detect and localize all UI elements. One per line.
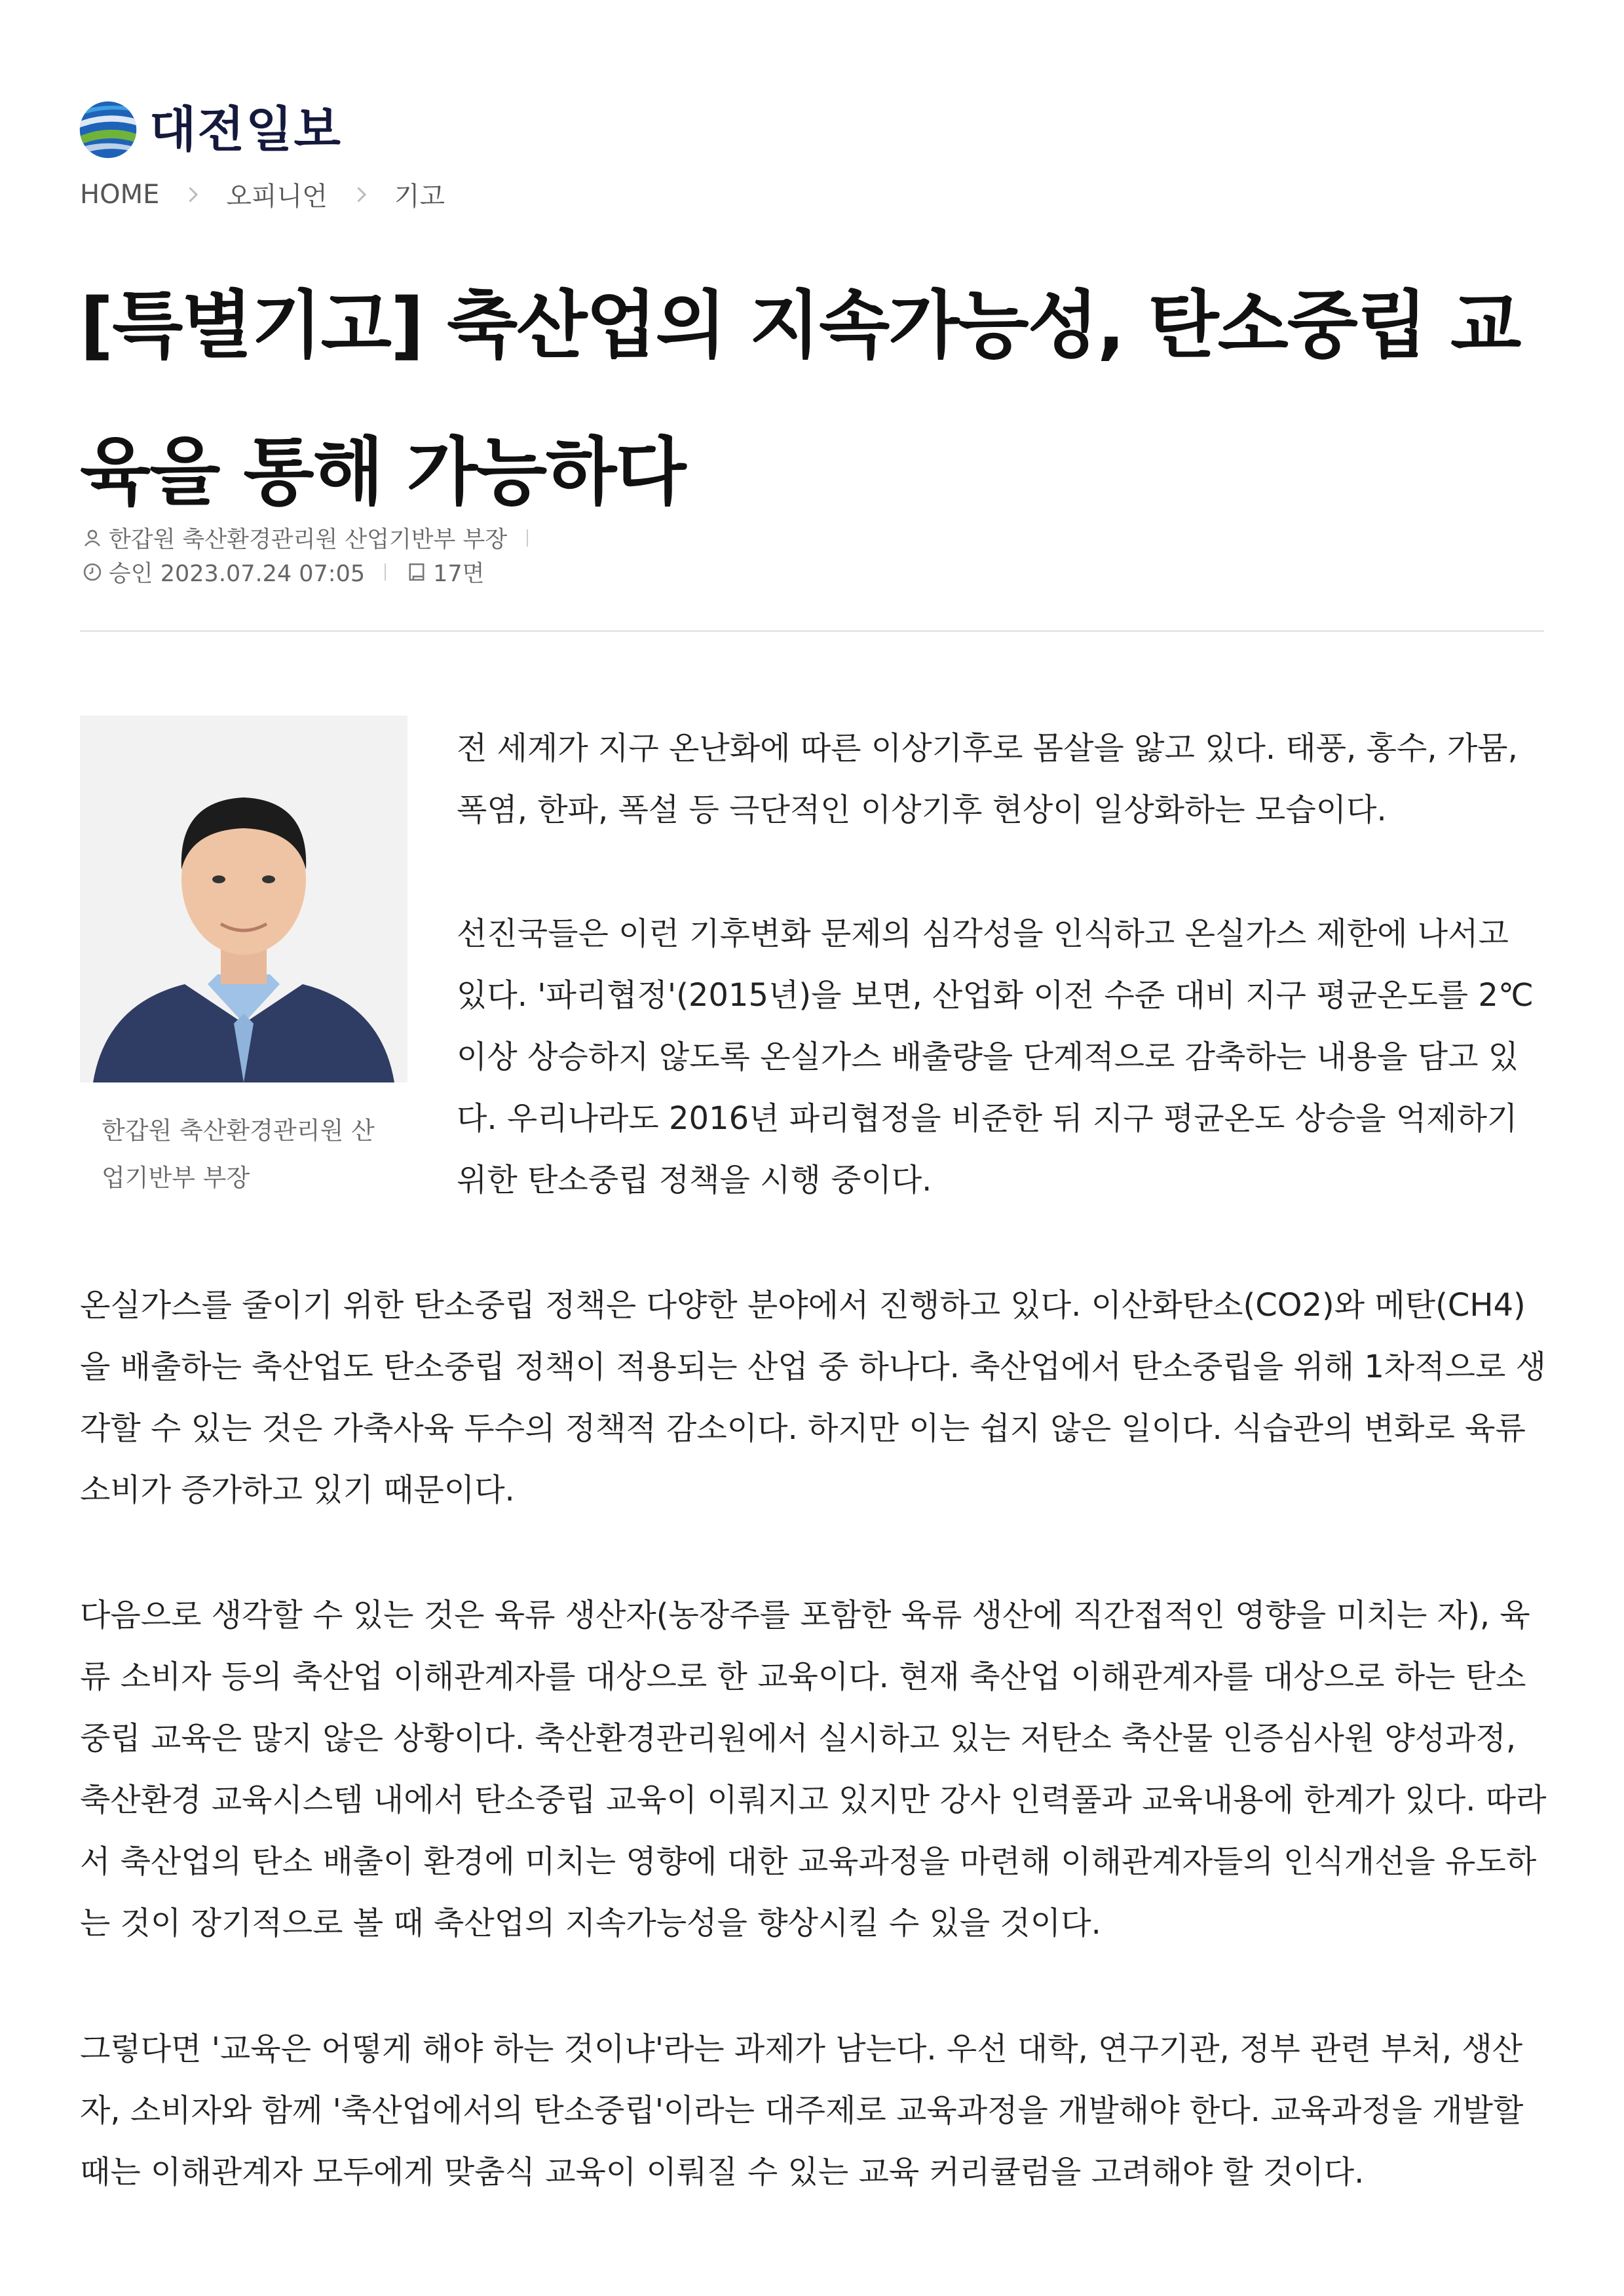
print-page: 17면 <box>433 561 485 587</box>
breadcrumb <box>80 176 445 213</box>
article-paragraph: 다음으로 생각할 수 있는 것은 육류 생산자(농장주를 포함한 육류 생산에 직간접적인 영향을 미치는 자), 육류 소비자 등의 축산업 이해관계자를 대상으로 한 교육이다. 현재 축산업 이해관계자를 대상으로 하는 탄소중립 교육은 많지 않은 상황이다. 축산환경관리원에서 실시하고 있는 저탄소 축산물 인증심사원 양성과정, 축산환경 교육시스템 내에서 탄소중립 교육이 이뤄지고 있지만 강사 인력풀과 교육내용에 한계가 있다. 따라서 축산업의 탄소 배출이 환경에 미치는 영향에 대한 교육과정을 마련해 이해관계자들의 인식개선을 유도하는 것이 장기적으로 볼 때 축산업의 지속가능성을 향상시킬 수 있을 것이다. <box>80 1597 1547 1942</box>
article-title: [특별기고] 축산업의 지속가능성, 탄소중립 교육을 통해 가능하다 <box>80 283 1520 515</box>
approved-time: 승인 2023.07.24 07:05 <box>109 561 366 587</box>
site-logo[interactable] <box>77 97 342 163</box>
photo-caption: 한갑원 축산환경관리원 산업기반부 부장 <box>102 1117 375 1192</box>
breadcrumb-contribution[interactable]: 기고 <box>394 182 445 212</box>
clock-icon <box>81 561 104 583</box>
chevron-right-icon <box>351 185 371 204</box>
person-icon <box>81 527 104 549</box>
chevron-right-icon <box>183 185 202 204</box>
article-paragraph: 그렇다면 '교육은 어떻게 해야 하는 것이냐'라는 과제가 남는다. 우선 대학, 연구기관, 정부 관련 부처, 생산자, 소비자와 함께 '축산업에서의 탄소중립'이라는 대주제로 교육과정을 개발해야 한다. 교육과정을 개발할 때는 이해관계자 모두에게 맞춤식 교육이 이뤄질 수 있는 교육 커리큘럼을 고려해야 할 것이다. <box>80 2031 1524 2191</box>
meta-divider <box>385 564 386 581</box>
author-byline[interactable]: 한갑원 축산환경관리원 산업기반부 부장 <box>109 527 508 553</box>
breadcrumb-home[interactable]: HOME <box>80 179 160 210</box>
meta-divider <box>527 529 528 546</box>
newspaper-page-icon <box>406 561 428 583</box>
article-paragraph: 전 세계가 지구 온난화에 따른 이상기후로 몸살을 앓고 있다. 태풍, 홍수, 가뭄, 폭염, 한파, 폭설 등 극단적인 이상기후 현상이 일상화하는 모습이다. <box>457 730 1518 828</box>
header-divider <box>80 630 1544 632</box>
breadcrumb-opinion[interactable]: 오피니언 <box>226 182 328 212</box>
article-paragraph: 온실가스를 줄이기 위한 탄소중립 정책은 다양한 분야에서 진행하고 있다. 이산화탄소(CO2)와 메탄(CH4)을 배출하는 축산업도 탄소중립 정책이 적용되는 산업 중 하나다. 축산업에서 탄소중립을 위해 1차적으로 생각할 수 있는 것은 가축사육 두수의 정책적 감소이다. 하지만 이는 쉽지 않은 일이다. 식습관의 변화로 육류 소비가 증가하고 있기 때문이다. <box>80 1287 1546 1508</box>
author-photo <box>80 716 407 1082</box>
article-meta <box>81 521 548 589</box>
globe-logo-icon <box>77 99 139 161</box>
logo-text: 대전일보 <box>149 102 342 158</box>
article-paragraph: 선진국들은 이런 기후변화 문제의 심각성을 인식하고 온실가스 제한에 나서고 있다. '파리협정'(2015년)을 보면, 산업화 이전 수준 대비 지구 평균온도를 2℃ 이상 상승하지 않도록 온실가스 배출량을 단계적으로 감축하는 내용을 담고 있다. 우리나라도 2016년 파리협정을 비준한 뒤 지구 평균온도 상승을 억제하기 위한 탄소중립 정책을 시행 중이다. <box>457 915 1534 1198</box>
